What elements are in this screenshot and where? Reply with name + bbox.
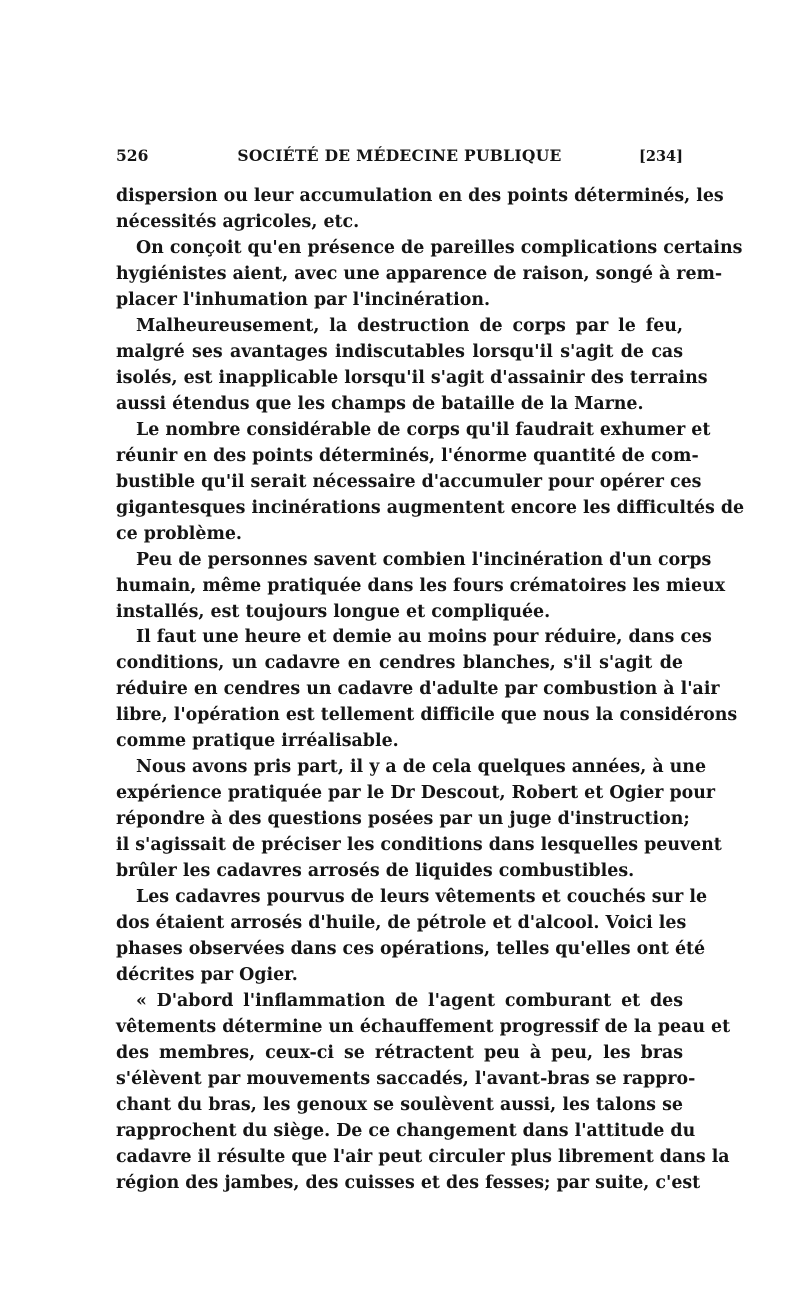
text-line: conditions, un cadavre en cendres blanches, s'il s'agit de (116, 653, 683, 674)
page-header (116, 146, 683, 172)
text-line: des membres, ceux-ci se rétractent peu à peu, les bras (116, 1042, 683, 1063)
text-line: phases observées dans ces opérations, telles qu'elles ont été (116, 939, 706, 960)
text-line: décrites par Ogier. (116, 965, 298, 986)
text-line: humain, même pratiquée dans les fours crématoires les mieux (116, 575, 726, 596)
text-line: Malheureusement, la destruction de corps par le feu, (136, 315, 683, 336)
text-line: cadavre il résulte que l'air peut circuler plus librement dans la (116, 1146, 730, 1167)
text-line: aussi étendus que les champs de bataille de la Marne. (116, 393, 644, 414)
text-line: bustible qu'il serait nécessaire d'accumuler pour opérer ces (116, 471, 702, 492)
text-line: répondre à des questions posées par un juge d'instruction; (116, 809, 690, 830)
text-line: isolés, est inapplicable lorsqu'il s'agit d'assainir des terrains (116, 367, 708, 388)
text-line: nécessités agricoles, etc. (116, 211, 360, 232)
text-line: rapprochent du siège. De ce changement dans l'attitude du (116, 1120, 696, 1141)
text-line: malgré ses avantages indiscutables lorsqu'il s'agit de cas (116, 341, 683, 362)
text-line: il s'agissait de préciser les conditions dans lesquelles peuvent (116, 835, 722, 856)
text-line: libre, l'opération est tellement difficile que nous la considérons (116, 705, 738, 726)
text-line: s'élèvent par mouvements saccadés, l'avant-bras se rappro- (116, 1068, 696, 1089)
text-line: ce problème. (116, 523, 242, 544)
text-line: placer l'inhumation par l'incinération. (116, 289, 491, 310)
text-line: Nous avons pris part, il y a de cela quelques années, à une (136, 757, 707, 778)
text-line: gigantesques incinérations augmentent encore les difficultés de (116, 497, 745, 518)
text-line: région des jambes, des cuisses et des fesses; par suite, c'est (116, 1172, 701, 1193)
body-text (116, 184, 745, 1197)
text-line: On conçoit qu'en présence de pareilles complications certains (136, 237, 743, 258)
text-line: comme pratique irréalisable. (116, 731, 399, 752)
text-line: dos étaient arrosés d'huile, de pétrole et d'alcool. Voici les (116, 913, 687, 934)
text-line: Il faut une heure et demie au moins pour réduire, dans ces (136, 627, 712, 648)
running-title: SOCIÉTÉ DE MÉDECINE PUBLIQUE (237, 146, 562, 165)
text-line: Peu de personnes savent combien l'incinération d'un corps (136, 549, 712, 570)
text-line: chant du bras, les genoux se soulèvent aussi, les talons se (116, 1094, 683, 1115)
text-line: Le nombre considérable de corps qu'il faudrait exhumer et (136, 419, 711, 440)
bracketed-page-number: [234] (639, 148, 683, 165)
text-line: dispersion ou leur accumulation en des points déterminés, les (116, 186, 724, 206)
page-number: 526 (116, 146, 149, 165)
text-line: Les cadavres pourvus de leurs vêtements et couchés sur le (136, 887, 708, 908)
text-line: brûler les cadavres arrosés de liquides combustibles. (116, 861, 635, 882)
text-line: « D'abord l'inflammation de l'agent comburant et des (136, 991, 683, 1012)
text-line: réunir en des points déterminés, l'énorme quantité de com- (116, 445, 699, 466)
text-line: hygiénistes aient, avec une apparence de raison, songé à rem- (116, 263, 723, 284)
text-line: installés, est toujours longue et compliquée. (116, 601, 551, 622)
text-line: vêtements détermine un échauffement progressif de la peau et (116, 1017, 731, 1037)
text-line: réduire en cendres un cadavre d'adulte par combustion à l'air (116, 679, 720, 700)
text-line: expérience pratiquée par le Dr Descout, Robert et Ogier pour (116, 783, 716, 804)
